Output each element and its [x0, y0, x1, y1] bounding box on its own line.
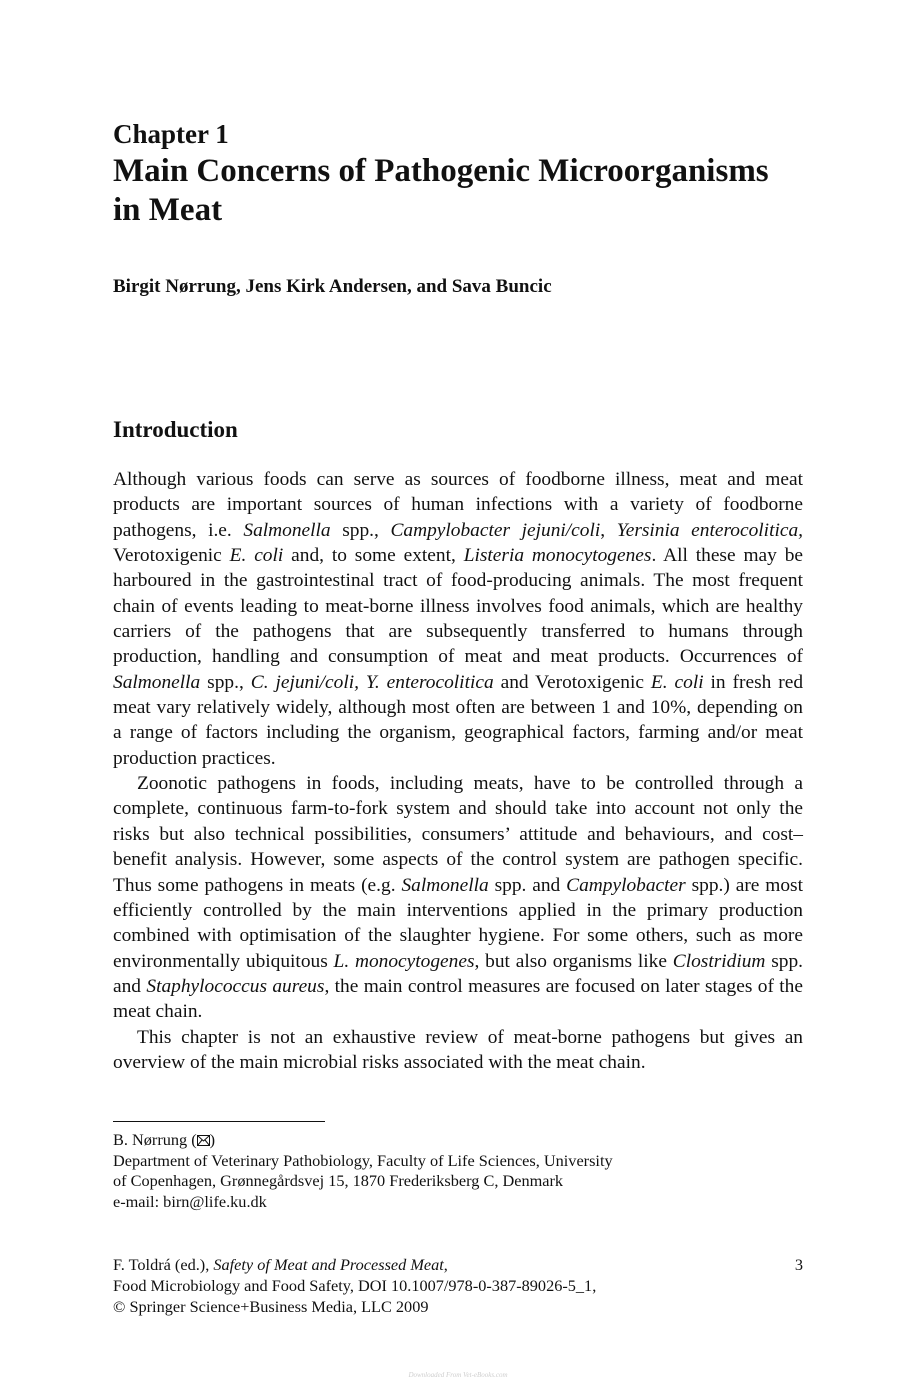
imprint-copyright: © Springer Science+Business Media, LLC 2009: [113, 1297, 429, 1316]
species-name: Listeria monocytogenes: [463, 545, 652, 567]
text-run: Although various foods can serve as sources of foodborne illness, meat and meat products are important sources of human infections with a variety of foodborne pathogens, i.e.: [113, 469, 803, 541]
text-run: spp.,: [200, 671, 251, 693]
imprint-series-doi: Food Microbiology and Food Safety, DOI 10.1007/978-0-387-89026-5_1,: [113, 1276, 597, 1295]
imprint-editor: F. Toldrá (ed.),: [113, 1255, 214, 1274]
author-list: Birgit Nørrung, Jens Kirk Andersen, and Sava Buncic: [113, 276, 552, 297]
species-name: Salmonella: [243, 519, 331, 541]
text-run: spp. and: [113, 950, 804, 997]
footnote-author: B. Nørrung (: [113, 1130, 197, 1149]
species-name: Salmonella: [401, 874, 489, 896]
species-name: Clostridium: [672, 950, 766, 972]
species-name: E. coli: [650, 671, 704, 693]
chapter-title-line-2: in Meat: [113, 192, 223, 228]
text-run: Verotoxigenic: [113, 545, 230, 567]
envelope-icon[interactable]: [197, 1135, 210, 1146]
footnote-author-line: [113, 1130, 803, 1151]
text-run: spp.,: [330, 519, 391, 541]
chapter-label: Chapter 1: [113, 119, 229, 149]
text-run: in fresh red meat vary relatively widely, although most often are between 1 and 10%, depending on a range of factors including the organism, geographical factors, farming and/or meat production practices.: [113, 671, 804, 769]
footnote-affiliation-1: Department of Veterinary Pathobiology, Faculty of Life Sciences, University: [113, 1150, 613, 1170]
text-run: ,: [443, 1255, 448, 1274]
chapter-title-line-1: Main Concerns of Pathogenic Microorganisms: [113, 153, 769, 189]
text-run: ,: [600, 519, 617, 541]
species-name: Salmonella: [113, 671, 201, 693]
species-name: Campylobacter: [566, 874, 686, 896]
paragraph-3: [113, 1025, 803, 1076]
species-name: Campylobacter jejuni/coli: [390, 519, 601, 541]
species-name: Staphylococcus aureus: [146, 975, 325, 997]
species-name: L. monocytogenes: [333, 950, 475, 972]
imprint-editor-line: [113, 1254, 803, 1275]
footnote-affiliation-2: of Copenhagen, Grønnegårdsvej 15, 1870 Frederiksberg C, Denmark: [113, 1171, 564, 1190]
paragraph-1: [113, 467, 803, 771]
text-run: and Verotoxigenic: [493, 671, 651, 693]
text-run: . All these may be harboured in the gastrointestinal tract of food-producing animals. The most frequent chain of events leading to meat-borne illness involves food animals, which are healthy carriers of the pathogens that are subsequently transferred to humans through production, handling and consumption of meat and meat products. Occurrences of: [113, 545, 803, 668]
text-run: , the main control measures are focused on later stages of the meat chain.: [113, 975, 803, 1023]
footnote: [113, 1130, 803, 1212]
paragraph-2: [113, 771, 803, 1024]
text-run: This chapter is not an exhaustive review of meat-borne pathogens but gives an overview of the main microbial risks associated with the meat chain.: [113, 1026, 803, 1073]
text-run: , but also organisms like: [474, 950, 673, 972]
section-heading: Introduction: [113, 417, 238, 442]
imprint: [113, 1254, 803, 1317]
watermark: Downloaded From Vet-eBooks.com: [408, 1371, 508, 1379]
book-title: Safety of Meat and Processed Meat: [213, 1255, 444, 1274]
text-run: Zoonotic pathogens in foods, including meats, have to be controlled through a complete, continuous farm-to-fork system and should take into account not only the risks but also technical possibilities, consumers’ attitude and behaviours, and cost–benefit analysis. However, some aspects of the control system are pathogen specific. Thus some pathogens in meats (e.g.: [113, 773, 803, 896]
footnote-divider: [113, 1121, 325, 1122]
text-run: spp.) are most efficiently controlled by the main interventions applied in the primary production combined with optimisation of the slaughter hygiene. For some others, such as more environmentally ubiquitous: [113, 874, 803, 972]
body-text: [113, 467, 803, 1075]
page-number: 3: [794, 1255, 803, 1274]
text-run: and, to some extent,: [283, 545, 464, 567]
species-name: E. coli: [229, 545, 284, 567]
species-name: Yersinia enterocolitica,: [616, 519, 803, 541]
text-run: spp. and: [488, 874, 567, 896]
footnote-author-close: ): [209, 1130, 216, 1149]
chapter-title: [113, 152, 813, 230]
footnote-email[interactable]: e-mail: birn@life.ku.dk: [113, 1191, 267, 1211]
species-name: C. jejuni/coli, Y. enterocolitica: [250, 671, 494, 693]
